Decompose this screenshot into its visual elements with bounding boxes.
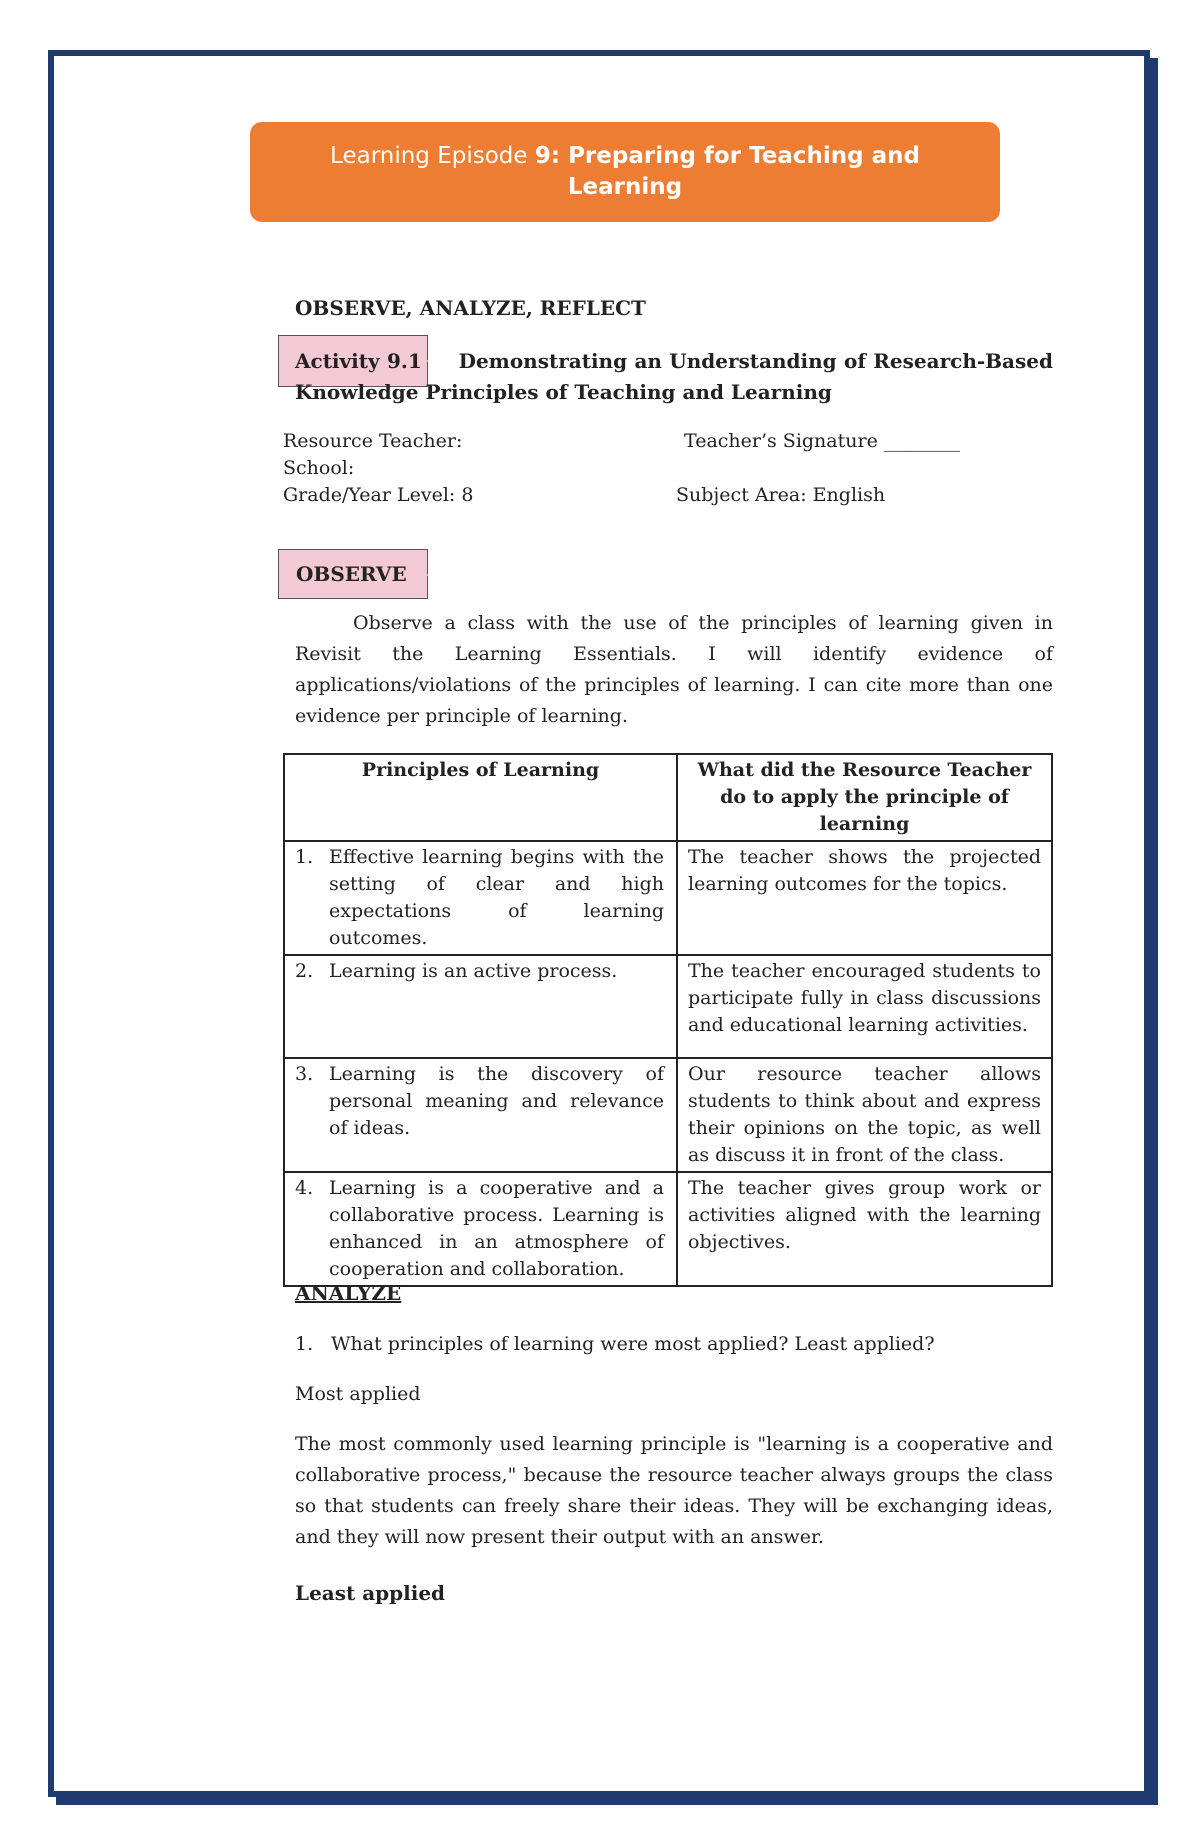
analyze-question (295, 1329, 935, 1360)
evidence-cell: The teacher shows the projected learning outcomes for the topics. (677, 841, 1052, 955)
row-number: 2. (295, 960, 314, 982)
grade-level: Grade/Year Level: 8 (283, 484, 474, 506)
subject-area: Subject Area: English (676, 484, 886, 506)
evidence-cell: The teacher gives group work or activities aligned with the learning objectives. (677, 1172, 1052, 1286)
least-applied-label: Least applied (295, 1581, 446, 1605)
table-row (284, 955, 1052, 1058)
principle-text: Learning is an active process. (329, 960, 618, 982)
most-applied-answer: The most commonly used learning principle is "learning is a cooperative and collaborative process," because the resource teacher always groups the class so that students can freely share their ideas. They will be exchanging ideas, and they will now present their output with an answer. (295, 1433, 1053, 1548)
header-principles: Principles of Learning (284, 754, 677, 841)
observe-label: OBSERVE (296, 562, 407, 586)
observe-paragraph: Observe a class with the use of the principles of learning given in Revisit the Learning Essentials. I will identify evidence of applications/violations of the principles of learning. I can cite more than one evidence per principle of learning. (295, 612, 1053, 727)
question-text: What principles of learning were most applied? Least applied? (331, 1333, 935, 1355)
table-row (284, 841, 1052, 955)
principle-cell (284, 841, 677, 955)
principle-text: Learning is the discovery of personal meaning and relevance of ideas. (329, 1063, 664, 1139)
header-teacher-action: What did the Resource Teacher do to apply the principle of learning (677, 754, 1052, 841)
table-row (284, 1172, 1052, 1286)
banner-title: 9: Preparing for Teaching and Learning (534, 143, 920, 200)
evidence-cell: Our resource teacher allows students to think about and express their opinions on the topic, as well as discuss it in front of the class. (677, 1058, 1052, 1172)
activity-heading (295, 346, 1053, 408)
teacher-signature-label: Teacher’s Signature ________ (684, 430, 960, 452)
principle-cell (284, 955, 677, 1058)
row-number: 1. (295, 846, 314, 868)
activity-label: Activity 9.1 (295, 349, 422, 373)
banner-prefix: Learning Episode (330, 143, 535, 169)
principle-cell (284, 1058, 677, 1172)
row-number: 4. (295, 1177, 314, 1199)
table-row (284, 1058, 1052, 1172)
school-label: School: (283, 457, 355, 479)
evidence-cell: The teacher encouraged students to participate fully in class discussions and educational learning activities. (677, 955, 1052, 1058)
table-header-row (284, 754, 1052, 841)
principles-table (283, 753, 1053, 1287)
most-applied-label: Most applied (295, 1383, 421, 1405)
section-title: OBSERVE, ANALYZE, REFLECT (295, 296, 646, 320)
row-number: 3. (295, 1063, 314, 1085)
question-number: 1. (295, 1333, 314, 1355)
principle-cell (284, 1172, 677, 1286)
principle-text: Learning is a cooperative and a collaborative process. Learning is enhanced in an atmosphere of cooperation and collaboration. (329, 1177, 664, 1280)
episode-banner (250, 122, 1000, 222)
analyze-label: ANALYZE (295, 1281, 402, 1305)
principle-text: Effective learning begins with the setting of clear and high expectations of learning outcomes. (329, 846, 664, 949)
resource-teacher-label: Resource Teacher: (283, 430, 463, 452)
activity-title: Demonstrating an Understanding of Research-Based Knowledge Principles of Teaching and Learning (295, 349, 1053, 404)
